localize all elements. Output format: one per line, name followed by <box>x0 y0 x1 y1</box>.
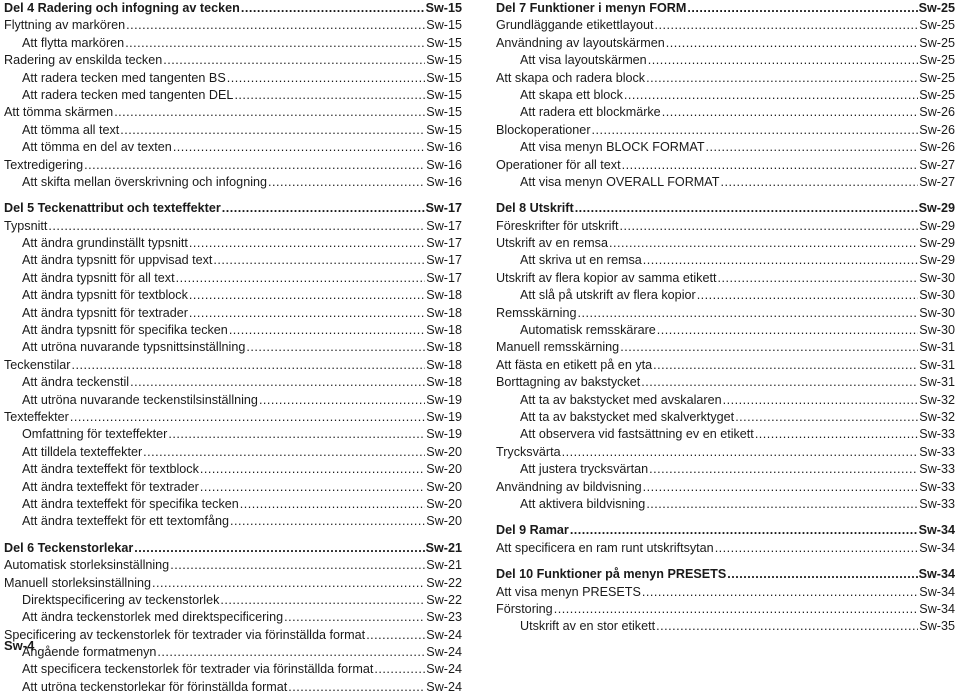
toc-page-ref: Sw-34 <box>919 601 955 616</box>
toc-page-ref: Sw-30 <box>919 288 955 303</box>
toc-entry <box>4 52 462 69</box>
toc-entry-title: Att radera ett blockmärke <box>520 105 661 120</box>
toc-entry-title: Att radera tecken med tangenten BS <box>22 70 226 85</box>
toc-entry <box>4 627 462 644</box>
toc-entry-title: Att skifta mellan överskrivning och infogning <box>22 174 268 189</box>
toc-page-ref: Sw-30 <box>919 323 955 338</box>
toc-dot-leader <box>189 235 425 252</box>
toc-section-heading <box>496 522 955 539</box>
toc-entry <box>4 218 462 235</box>
toc-dot-leader <box>246 339 425 356</box>
toc-entry <box>496 444 955 461</box>
toc-dot-leader <box>643 252 919 269</box>
toc-entry <box>496 157 955 174</box>
toc-entry-title: Förstoring <box>496 601 553 616</box>
toc-entry-title: Att ändra texteffekt för ett textomfång <box>22 514 229 529</box>
toc-dot-leader <box>170 557 425 574</box>
toc-dot-leader <box>240 496 426 513</box>
toc-page-ref: Sw-24 <box>426 679 462 694</box>
toc-entry-title: Automatisk storleksinställning <box>4 558 170 573</box>
toc-dot-leader <box>554 601 919 618</box>
toc-entry <box>4 513 462 530</box>
toc-entry <box>496 139 955 156</box>
toc-entry-title: Att fästa en etikett på en yta <box>496 357 653 372</box>
toc-page-ref: Sw-22 <box>426 575 462 590</box>
toc-page-ref: Sw-26 <box>919 140 955 155</box>
toc-page-ref: Sw-17 <box>425 201 462 216</box>
toc-page-ref: Sw-21 <box>425 540 462 555</box>
toc-dot-leader <box>173 139 425 156</box>
toc-dot-leader <box>120 122 425 139</box>
toc-right-column <box>496 0 955 636</box>
toc-entry <box>496 479 955 496</box>
toc-entry-title: Att visa menyn PRESETS <box>496 584 641 599</box>
toc-entry-title: Att radera tecken med tangenten DEL <box>22 87 234 102</box>
toc-entry <box>4 575 462 592</box>
toc-dot-leader <box>134 540 424 557</box>
toc-entry <box>4 174 462 191</box>
toc-page-ref: Sw-35 <box>919 619 955 634</box>
toc-entry <box>496 339 955 356</box>
toc-dot-leader <box>126 17 425 34</box>
toc-entry-title: Borttagning av bakstycket <box>496 375 641 390</box>
toc-dot-leader <box>130 374 425 391</box>
toc-page-ref: Sw-23 <box>426 610 462 625</box>
toc-entry-title: Att skriva ut en remsa <box>520 253 642 268</box>
toc-page-ref: Sw-26 <box>919 105 955 120</box>
toc-dot-leader <box>189 305 425 322</box>
toc-entry-title: Att ta av bakstycket med avskalaren <box>520 392 722 407</box>
toc-dot-leader <box>176 270 426 287</box>
toc-dot-leader <box>284 609 425 626</box>
toc-entry-title: Del 8 Utskrift <box>496 201 574 216</box>
toc-page-ref: Sw-33 <box>919 462 955 477</box>
toc-page-ref: Sw-31 <box>919 340 955 355</box>
toc-dot-leader <box>655 17 919 34</box>
toc-page-ref: Sw-15 <box>426 70 462 85</box>
toc-entry <box>4 392 462 409</box>
toc-entry-title: Teckenstilar <box>4 357 71 372</box>
toc-page-ref: Sw-15 <box>426 35 462 50</box>
toc-entry-title: Utskrift av flera kopior av samma etikett <box>496 270 717 285</box>
toc-entry <box>4 679 462 696</box>
toc-section-heading <box>496 0 955 17</box>
toc-page-ref: Sw-20 <box>426 462 462 477</box>
toc-entry <box>4 252 462 269</box>
toc-entry <box>4 609 462 626</box>
toc-page-ref: Sw-32 <box>919 409 955 424</box>
toc-page-ref: Sw-18 <box>426 375 462 390</box>
toc-page-ref: Sw-31 <box>919 357 955 372</box>
toc-dot-leader <box>288 679 425 696</box>
toc-dot-leader <box>609 235 918 252</box>
toc-page-ref: Sw-21 <box>426 558 462 573</box>
toc-page-ref: Sw-16 <box>426 140 462 155</box>
toc-entry-title: Blockoperationer <box>496 122 591 137</box>
toc-entry <box>496 426 955 443</box>
toc-entry <box>496 252 955 269</box>
toc-page-ref: Sw-15 <box>426 87 462 102</box>
toc-dot-leader <box>755 426 918 443</box>
toc-page-ref: Sw-15 <box>425 1 462 15</box>
toc-entry-title: Att tömma skärmen <box>4 105 114 120</box>
toc-page-ref: Sw-18 <box>426 357 462 372</box>
toc-page-ref: Sw-18 <box>426 323 462 338</box>
toc-dot-leader <box>200 479 425 496</box>
toc-entry-title: Specificering av teckenstorlek för textrader via förinställda format <box>4 627 366 642</box>
toc-entry-title: Att ta av bakstycket med skalverktyget <box>520 409 735 424</box>
toc-entry <box>496 392 955 409</box>
toc-dot-leader <box>720 174 918 191</box>
toc-entry-title: Användning av bildvisning <box>496 479 642 494</box>
toc-dot-leader <box>241 0 425 17</box>
toc-entry-title: Del 5 Teckenattribut och texteffekter <box>4 201 221 216</box>
toc-page-ref: Sw-27 <box>919 174 955 189</box>
page-number: Sw-4 <box>4 638 35 653</box>
toc-page-ref: Sw-34 <box>918 567 955 582</box>
toc-section-heading <box>496 200 955 217</box>
toc-entry <box>4 17 462 34</box>
toc-entry <box>496 122 955 139</box>
toc-entry <box>496 584 955 601</box>
toc-entry <box>496 70 955 87</box>
toc-page-ref: Sw-34 <box>919 540 955 555</box>
toc-section-heading <box>4 0 462 17</box>
toc-page-ref: Sw-20 <box>426 479 462 494</box>
toc-entry <box>4 287 462 304</box>
toc-entry <box>496 461 955 478</box>
toc-page-ref: Sw-17 <box>426 236 462 251</box>
toc-entry <box>4 139 462 156</box>
toc-page-ref: Sw-33 <box>919 479 955 494</box>
toc-page-ref: Sw-27 <box>919 157 955 172</box>
toc-page-ref: Sw-24 <box>426 645 462 660</box>
toc-entry-title: Att utröna teckenstorlekar för förinställda format <box>22 679 288 694</box>
toc-dot-leader <box>259 392 425 409</box>
toc-dot-leader <box>72 357 426 374</box>
toc-entry-title: Textredigering <box>4 157 84 172</box>
toc-entry-title: Direktspecificering av teckenstorlek <box>22 592 220 607</box>
toc-entry <box>496 87 955 104</box>
toc-entry <box>4 122 462 139</box>
toc-page-ref: Sw-26 <box>919 122 955 137</box>
toc-dot-leader <box>687 0 917 17</box>
toc-entry <box>496 104 955 121</box>
toc-page-ref: Sw-17 <box>426 270 462 285</box>
toc-entry <box>496 17 955 34</box>
toc-dot-leader <box>717 270 918 287</box>
toc-entry <box>496 322 955 339</box>
toc-entry-title: Att utröna nuvarande teckenstilsinställning <box>22 392 258 407</box>
toc-section-heading <box>4 200 462 217</box>
toc-dot-leader <box>200 461 425 478</box>
toc-entry-title: Flyttning av markören <box>4 18 126 33</box>
toc-entry <box>4 322 462 339</box>
toc-entry-title: Del 6 Teckenstorlekar <box>4 540 134 555</box>
toc-entry-title: Att flytta markören <box>22 35 125 50</box>
toc-dot-leader <box>125 35 425 52</box>
toc-dot-leader <box>114 104 425 121</box>
toc-entry <box>4 461 462 478</box>
toc-dot-leader <box>735 409 918 426</box>
toc-page-ref: Sw-24 <box>426 627 462 642</box>
toc-entry <box>496 540 955 557</box>
toc-dot-leader <box>624 87 918 104</box>
toc-entry-title: Att tilldela texteffekter <box>22 444 143 459</box>
toc-entry-title: Grundläggande etikettlayout <box>496 18 654 33</box>
toc-dot-leader <box>374 661 425 678</box>
toc-entry-title: Texteffekter <box>4 409 69 424</box>
toc-page-ref: Sw-25 <box>919 35 955 50</box>
toc-dot-leader <box>168 426 425 443</box>
toc-entry-title: Att ändra texteffekt för textblock <box>22 462 199 477</box>
toc-entry-title: Operationer för all text <box>496 157 621 172</box>
toc-page-ref: Sw-30 <box>919 305 955 320</box>
toc-page-ref: Sw-29 <box>918 201 955 216</box>
toc-dot-leader <box>213 252 425 269</box>
toc-dot-leader <box>143 444 425 461</box>
toc-page-ref: Sw-18 <box>426 305 462 320</box>
toc-entry-title: Del 7 Funktioner i menyn FORM <box>496 1 687 15</box>
toc-dot-leader <box>366 627 425 644</box>
toc-entry-title: Del 4 Radering och infogning av tecken <box>4 1 240 15</box>
toc-entry <box>4 35 462 52</box>
toc-dot-leader <box>70 409 425 426</box>
toc-entry-title: Remsskärning <box>496 305 577 320</box>
toc-dot-leader <box>157 644 425 661</box>
toc-page-ref: Sw-19 <box>426 409 462 424</box>
toc-entry <box>496 218 955 235</box>
toc-entry-title: Att specificera teckenstorlek för textrader via förinställda format <box>22 662 374 677</box>
toc-dot-leader <box>697 287 919 304</box>
toc-dot-leader <box>189 287 425 304</box>
toc-page-ref: Sw-16 <box>426 157 462 172</box>
toc-entry <box>4 70 462 87</box>
toc-entry-title: Utskrift av en remsa <box>496 236 608 251</box>
toc-entry <box>4 374 462 391</box>
toc-dot-leader <box>657 322 919 339</box>
toc-page-ref: Sw-15 <box>426 105 462 120</box>
toc-entry-title: Att justera trycksvärtan <box>520 462 649 477</box>
toc-entry-title: Att ändra grundinställt typsnitt <box>22 236 188 251</box>
toc-entry <box>496 374 955 391</box>
toc-dot-leader <box>619 218 918 235</box>
toc-dot-leader <box>620 339 918 356</box>
toc-dot-leader <box>268 174 425 191</box>
toc-entry-title: Att tömma all text <box>22 122 120 137</box>
toc-dot-leader <box>592 122 919 139</box>
toc-page-ref: Sw-15 <box>426 122 462 137</box>
toc-dot-leader <box>662 104 919 121</box>
toc-page-ref: Sw-30 <box>919 270 955 285</box>
toc-entry-title: Att skapa och radera block <box>496 70 646 85</box>
toc-page-ref: Sw-32 <box>919 392 955 407</box>
toc-entry <box>4 104 462 121</box>
toc-entry-title: Att utröna nuvarande typsnittsinställning <box>22 340 246 355</box>
toc-entry <box>496 235 955 252</box>
toc-entry <box>4 157 462 174</box>
toc-entry-title: Användning av layoutskärmen <box>496 35 665 50</box>
toc-dot-leader <box>622 157 919 174</box>
toc-entry <box>496 35 955 52</box>
toc-entry-title: Att visa layoutskärmen <box>520 53 647 68</box>
toc-page-ref: Sw-20 <box>426 496 462 511</box>
toc-entry-title: Att ändra texteffekt för specifika tecken <box>22 496 239 511</box>
toc-entry <box>496 357 955 374</box>
toc-entry-title: Typsnitt <box>4 218 48 233</box>
toc-dot-leader <box>646 496 918 513</box>
toc-entry <box>496 618 955 635</box>
toc-dot-leader <box>152 575 425 592</box>
toc-dot-leader <box>653 357 918 374</box>
toc-entry <box>496 287 955 304</box>
toc-page-ref: Sw-19 <box>426 427 462 442</box>
toc-section-heading <box>4 540 462 557</box>
toc-entry <box>4 444 462 461</box>
toc-dot-leader <box>163 52 425 69</box>
toc-entry <box>496 601 955 618</box>
toc-entry-title: Att specificera en ram runt utskriftsytan <box>496 540 714 555</box>
toc-dot-leader <box>48 218 425 235</box>
toc-dot-leader <box>646 70 918 87</box>
toc-entry <box>4 235 462 252</box>
toc-entry-title: Att visa menyn BLOCK FORMAT <box>520 140 705 155</box>
toc-entry-title: Att observera vid fastsättning ev en etikett <box>520 427 754 442</box>
toc-page-ref: Sw-19 <box>426 392 462 407</box>
toc-entry <box>496 496 955 513</box>
toc-entry-title: Att ändra teckenstorlek med direktspecificering <box>22 610 284 625</box>
toc-page-ref: Sw-25 <box>919 53 955 68</box>
toc-dot-leader <box>715 540 919 557</box>
toc-page-ref: Sw-20 <box>426 444 462 459</box>
toc-page-ref: Sw-24 <box>426 662 462 677</box>
toc-dot-leader <box>656 618 918 635</box>
toc-dot-leader <box>666 35 919 52</box>
toc-entry-title: Del 9 Ramar <box>496 523 569 538</box>
toc-left-column <box>4 0 462 696</box>
toc-page-ref: Sw-17 <box>426 253 462 268</box>
toc-page-ref: Sw-33 <box>919 444 955 459</box>
toc-entry-title: Manuell storleksinställning <box>4 575 151 590</box>
toc-entry <box>496 305 955 322</box>
toc-page-ref: Sw-29 <box>919 253 955 268</box>
toc-entry <box>4 661 462 678</box>
toc-entry <box>496 270 955 287</box>
toc-dot-leader <box>220 592 425 609</box>
toc-dot-leader <box>575 200 918 217</box>
toc-page-ref: Sw-15 <box>426 53 462 68</box>
toc-entry <box>4 339 462 356</box>
toc-page-ref: Sw-34 <box>918 523 955 538</box>
toc-page-ref: Sw-29 <box>919 236 955 251</box>
toc-entry <box>496 174 955 191</box>
toc-entry-title: Att slå på utskrift av flera kopior <box>520 288 696 303</box>
toc-entry-title: Att tömma en del av texten <box>22 140 172 155</box>
toc-entry-title: Föreskrifter för utskrift <box>496 218 619 233</box>
toc-entry <box>4 87 462 104</box>
toc-entry <box>4 357 462 374</box>
toc-entry-title: Att ändra typsnitt för all text <box>22 270 175 285</box>
toc-page-ref: Sw-22 <box>426 592 462 607</box>
toc-entry <box>4 409 462 426</box>
toc-entry-title: Att ändra typsnitt för textblock <box>22 288 188 303</box>
toc-dot-leader <box>643 479 919 496</box>
toc-entry-title: Del 10 Funktioner på menyn PRESETS <box>496 567 727 582</box>
toc-entry <box>496 52 955 69</box>
toc-entry <box>4 479 462 496</box>
toc-dot-leader <box>706 139 919 156</box>
toc-entry <box>4 305 462 322</box>
toc-page-ref: Sw-33 <box>919 496 955 511</box>
toc-entry-title: Att ändra texteffekt för textrader <box>22 479 199 494</box>
toc-entry-title: Att ändra typsnitt för specifika tecken <box>22 323 228 338</box>
toc-page-ref: Sw-16 <box>426 174 462 189</box>
toc-page-ref: Sw-31 <box>919 375 955 390</box>
toc-dot-leader <box>648 52 919 69</box>
toc-page-ref: Sw-20 <box>426 514 462 529</box>
toc-entry-title: Utskrift av en stor etikett <box>520 619 656 634</box>
toc-entry <box>4 557 462 574</box>
toc-page-ref: Sw-18 <box>426 288 462 303</box>
toc-dot-leader <box>727 566 917 583</box>
toc-entry-title: Att skapa ett block <box>520 87 623 102</box>
toc-page-ref: Sw-17 <box>426 218 462 233</box>
toc-dot-leader <box>230 513 425 530</box>
toc-page-ref: Sw-25 <box>919 87 955 102</box>
toc-entry-title: Radering av enskilda tecken <box>4 53 163 68</box>
toc-entry-title: Automatisk remsskärare <box>520 323 656 338</box>
toc-dot-leader <box>578 305 919 322</box>
toc-page-ref: Sw-33 <box>919 427 955 442</box>
toc-dot-leader <box>229 322 425 339</box>
toc-entry <box>4 426 462 443</box>
toc-entry-title: Trycksvärta <box>496 444 561 459</box>
toc-entry <box>4 496 462 513</box>
toc-dot-leader <box>84 157 425 174</box>
toc-entry <box>4 644 462 661</box>
toc-entry <box>4 592 462 609</box>
toc-dot-leader <box>642 584 918 601</box>
toc-entry-title: Att ändra typsnitt för textrader <box>22 305 188 320</box>
toc-section-heading <box>496 566 955 583</box>
toc-entry-title: Omfattning för texteffekter <box>22 427 168 442</box>
toc-dot-leader <box>234 87 425 104</box>
toc-entry-title: Att ändra typsnitt för uppvisad text <box>22 253 213 268</box>
toc-dot-leader <box>562 444 919 461</box>
toc-entry-title: Att visa menyn OVERALL FORMAT <box>520 174 720 189</box>
toc-page-ref: Sw-18 <box>426 340 462 355</box>
toc-page-ref: Sw-29 <box>919 218 955 233</box>
toc-page-ref: Sw-34 <box>919 584 955 599</box>
toc-dot-leader <box>649 461 918 478</box>
toc-dot-leader <box>227 70 426 87</box>
toc-dot-leader <box>723 392 919 409</box>
toc-page-ref: Sw-25 <box>918 1 955 15</box>
toc-dot-leader <box>222 200 425 217</box>
toc-page-ref: Sw-25 <box>919 70 955 85</box>
toc-page-ref: Sw-25 <box>919 18 955 33</box>
toc-entry-title: Angående formatmenyn <box>22 645 157 660</box>
toc-page-ref: Sw-15 <box>426 18 462 33</box>
toc-entry <box>4 270 462 287</box>
toc-dot-leader <box>641 374 918 391</box>
toc-entry-title: Manuell remsskärning <box>496 340 620 355</box>
toc-dot-leader <box>570 522 918 539</box>
toc-entry <box>496 409 955 426</box>
toc-entry-title: Att ändra teckenstil <box>22 375 130 390</box>
toc-entry-title: Att aktivera bildvisning <box>520 496 646 511</box>
